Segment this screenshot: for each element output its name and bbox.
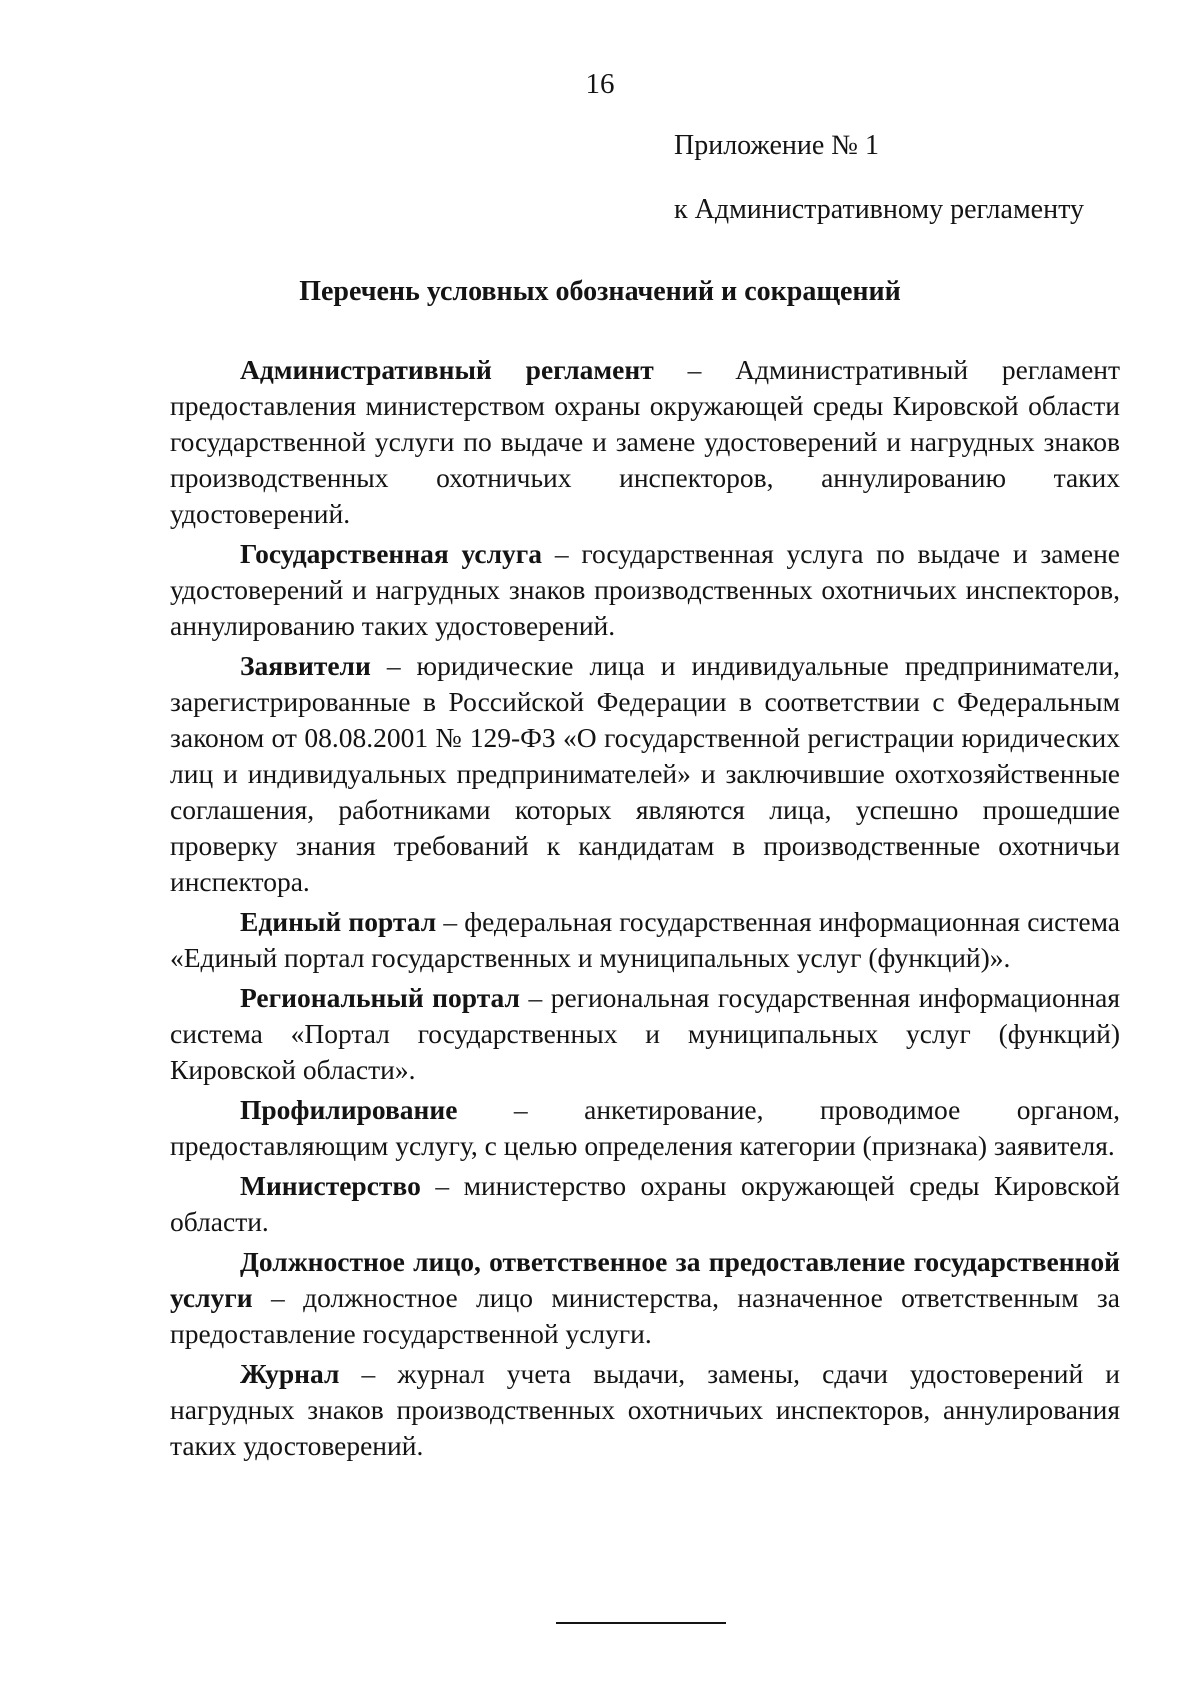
entry-definition: федеральная государственная информационная система «Единый портал государственных и муниципальных услуг (функций)». bbox=[170, 906, 1120, 973]
definition-entry bbox=[170, 1244, 1120, 1352]
entry-separator: – bbox=[653, 354, 736, 385]
entry-separator: – bbox=[542, 538, 582, 569]
end-of-document-rule bbox=[556, 1622, 726, 1624]
definition-entry bbox=[170, 648, 1120, 900]
definition-entry bbox=[170, 536, 1120, 644]
entry-term: Журнал bbox=[240, 1358, 340, 1389]
entry-separator: – bbox=[519, 982, 551, 1013]
entry-definition: должностное лицо министерства, назначенное ответственным за предоставление государственной услуги. bbox=[170, 1282, 1121, 1349]
entry-term: Профилирование bbox=[240, 1094, 458, 1125]
entry-separator: – bbox=[436, 906, 465, 937]
document-title: Перечень условных обозначений и сокращений bbox=[299, 276, 901, 307]
entry-separator: – bbox=[420, 1170, 464, 1201]
entry-separator: – bbox=[370, 650, 417, 681]
page-number: 16 bbox=[585, 68, 615, 100]
entry-definition: государственная услуга по выдаче и замене удостоверений и нагрудных знаков производственных охотничьих инспекторов, аннулированию таких удостоверений. bbox=[170, 538, 1121, 641]
entry-term: Единый портал bbox=[240, 906, 437, 937]
entry-term: Государственная услуга bbox=[240, 538, 543, 569]
entry-separator: – bbox=[339, 1358, 398, 1389]
definition-entry bbox=[170, 904, 1120, 976]
entry-term: Региональный портал bbox=[240, 982, 520, 1013]
definitions-list bbox=[170, 352, 1120, 1468]
entry-definition: юридические лица и индивидуальные предприниматели, зарегистрированные в Российской Федерации в соответствии с Федеральным законом от 08.08.2001 № 129-ФЗ «О государственной регистрации юридических лиц и индивидуальных предпринимателей» и заключившие охотхозяйственные соглашения, работниками которых являются лица, успешно прошедшие проверку знания требований к кандидатам в производственные охотничьи инспектора. bbox=[170, 650, 1120, 897]
definition-entry bbox=[170, 1356, 1120, 1464]
definition-entry bbox=[170, 1168, 1120, 1240]
entry-definition: анкетирование, проводимое органом, предоставляющим услугу, с целью определения категории (признака) заявителя. bbox=[170, 1094, 1120, 1161]
definition-entry bbox=[170, 980, 1120, 1088]
entry-separator: – bbox=[252, 1282, 304, 1313]
entry-term: Заявители bbox=[240, 650, 371, 681]
entry-term: Должностное лицо, ответственное за предоставление государственной услуги bbox=[170, 1246, 1120, 1313]
entry-term: Министерство bbox=[240, 1170, 421, 1201]
appendix-reference: к Административному регламенту bbox=[674, 194, 1084, 225]
definition-entry bbox=[170, 1092, 1120, 1164]
appendix-header bbox=[674, 128, 1134, 228]
entry-definition: Административный регламент предоставления министерством охраны окружающей среды Кировской области государственной услуги по выдаче и замене удостоверений и нагрудных знаков производственных охотничьих инспекторов, аннулированию таких удостоверений. bbox=[170, 354, 1121, 529]
entry-definition: министерство охраны окружающей среды Кировской области. bbox=[170, 1170, 1120, 1237]
entry-definition: журнал учета выдачи, замены, сдачи удостоверений и нагрудных знаков производственных охотничьих инспекторов, аннулирования таких удостоверений. bbox=[170, 1358, 1120, 1461]
entry-definition: региональная государственная информационная система «Портал государственных и муниципальных услуг (функций) Кировской области». bbox=[170, 982, 1121, 1085]
entry-separator: – bbox=[457, 1094, 585, 1125]
definition-entry bbox=[170, 352, 1120, 532]
appendix-label: Приложение № 1 bbox=[674, 130, 879, 161]
entry-term: Административный регламент bbox=[240, 354, 654, 385]
